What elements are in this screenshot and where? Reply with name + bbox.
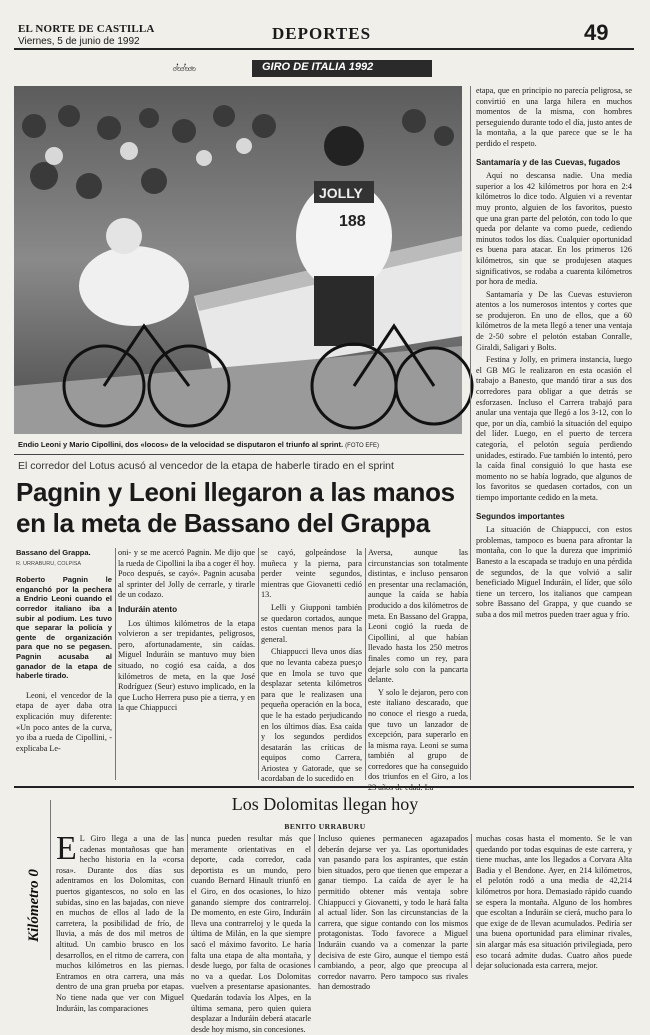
vertical-label: Kilómetro 0 (26, 869, 42, 942)
right-col-divider (470, 86, 471, 780)
right-column (476, 86, 632, 780)
jersey-text: JOLLY (319, 185, 363, 201)
article-col-1 (16, 548, 112, 780)
dolomitas-col2-text: nunca pueden resultar más que meramente orientativas en el deporte, cada corredor, cada deportista es un mundo, pero cuando Bernard Hinault triunfó en el Giro, en dos ocasiones, lo hizo ganando siempre dos contrarreloj. De momento, en este Giro, Induráin lleva una contrarreloj y le queda la última de Milán, en la que siempre sacó el máximo favorito. Le haría falta una etapa de alta montaña, y desde luego, por falta de ocasiones no va a quedar. Los Dolomitas vuelven a presentarse apasionantes. Quedarán todavía los Alpes, en la última semana, pero quien quiera desplazar a Induráin deberá atacarle desde hoy mismo, sin concesiones. (191, 834, 311, 1034)
cyclists-icon (172, 52, 254, 82)
headline-line-2: en la meta de Bassano del Grappa (16, 508, 430, 538)
article-kicker: El corredor del Lotus acusó al vencedor de la etapa de haberle tirado en el sprint (18, 460, 394, 472)
sprint-photo-illustration (14, 86, 462, 434)
kilometro-cero-label (22, 800, 44, 950)
dolomitas-col4-text: muchas cosas hasta el momento. Se le van quedando por todas esquinas de este carrera, y tiene muchas, ante los llegados a Corvara Alta Badia y el Bendone. Ayer, en 214 kilómetros, el pelotón rodó a una media de 42,214 kilómetros por hora. Demasiado rápido cuando se espera la montaña. Alguno de los hombres que escoltan a Induráin se cierá, mucho para lo que exige de de llevan acumulados. Pediría ser una buena oportunidad para eliminar rivales, sin alargar más esa situación privilegiada, pero eso tocará admite dudas. Cuatro años puede dejar solucionada esta carrera, mejor. (476, 834, 632, 971)
dolomitas-col-2 (191, 834, 311, 1034)
issue-date: Viernes, 5 de junio de 1992 (18, 36, 140, 47)
col2-subhead: Induráin atento (118, 604, 178, 614)
col1-paragraph: Leoni, el vencedor de la etapa de ayer daba otra explicación muy diferente: «Un poco antes de la curva, yo iba a rueda de Cipollini, -explicaba Le- (16, 690, 112, 753)
col-divider (187, 834, 188, 968)
dolomitas-col-4 (476, 834, 632, 971)
photo-credit: (FOTO EFE) (345, 443, 380, 449)
lede: Roberto Pagnin le enganchó por la pechera a Endrio Leoni cuando el corredor italiano iba a subir al podium. Les tuvo que separar la policía y gente de organización para que no se pegasen. Pagnin acusaba al ganador de la etapa de haberle tirado. (16, 575, 112, 681)
article-col-3 (261, 548, 362, 784)
article-col-4 (368, 548, 468, 780)
col3-paragraph-1: se cayó, golpeándose la muñeca y la pierna, para perder veinte segundos, mientras que Giovanetti cedió 13. (261, 548, 362, 600)
right-paragraph-3: Festina y Jolly, en primera instancia, luego el GB MG le realizaron en esta ocasión el trabajo a Banesto, que mandó tirar a sus dos corredores para obligar a que detrás se esforzasen. Incluso el Carrera trabajó para anular una ventaja que llegó a los 3-12, con lo que, por un día, cambió la situación del equipo del líder. Luego, en el puerto de tercera categoría, el pelotón seguía perdiendo unidades, estirado. Fue también lo intentó, pero la caída final consiguió lo que hasta ese momento no se había logrado, que algunos de los favoritos se quedasen cortados, con un tiempo importante cedido en la meta. (476, 355, 632, 502)
dolomitas-col-1 (56, 830, 184, 1013)
col-divider (258, 548, 259, 780)
right-paragraph-1: Aquí no descansa nadie. Una media superior a los 42 kilómetros por hora en 2:4 kilómetros lo dice todo. Alguien vi a reventar muy pronto, alguien de los favoritos, puesto que una gran parte del pelotón, con todo lo que queda por delante va como puede, cediendo minutos todos los días. Cualquier oportunidad es buena para atacar. En los primeros 126 kilómetros, sin que se produjesen ataques significativos, se rodaba a cuarenta kilómetros por hora de media. (476, 171, 632, 287)
right-paragraph-2: Santamaría y De las Cuevas estuvieron atentos a los numerosos intentos y cortes que se produjeron. En uno de ellos, que a 60 kilómetros de la meta llegó a tener una ventaja de 2-50 sobre el pelotón estaban Conralle, Giraldi, Saligari y Bolts. (476, 289, 632, 352)
right-subhead-2: Segundos importantes (476, 511, 565, 521)
drop-cap: E (56, 830, 77, 867)
dateline: Bassano del Grappa. (16, 548, 91, 557)
col4-paragraph-2: Y solo le dejaron, pero con este italiano descarado, que no conoce el riesgo a rueda, que tuvo un lanzador de excepción, para superarlo en la misma raya. Leoni se suma también al grupo de corredores que ha conseguido dos triunfos en el Giro, a los (368, 687, 468, 782)
caption-rule (14, 454, 464, 455)
right-paragraph-4: La situación de Chiappucci, con estos problemas, tampoco es buena para afrontar la montaña, con lo que la dureza que imprimió Banesto a la escapada se tradujo en una pérdida de segundos, de la que volvió a salir beneficiado Miguel Induráin, el líder, que sólo tiene un tercero, los italianos que campean sobre Bassano del Grappa, y que cuando se suba a dos mil metros pueden traer agua y frío. (476, 525, 632, 619)
col-divider (365, 548, 366, 780)
headline-line-1: Pagnin y Leoni llegaron a las manos (16, 477, 455, 507)
section-title: DEPORTES (272, 24, 372, 43)
col2-paragraph-2: Los últimos kilómetros de la etapa volvieron a ser trepidantes, peligrosos, pero, afortunadamente, sin caídas. Miguel Induráin se mantuvo muy bien situado, no cogió esa caída, a dos kilómetros de meta, en la que José Rodríguez (Seur) estuvo implicado, en la que Lucho Herrera puso pie a tierra, y en la que Chiappucci (118, 618, 255, 713)
right-paragraph-top: etapa, que en principio no parecía peligrosa, se convirtió en una larga hilera en muchos momentos de la misma, con hombres perseguiendo durante todo el día, justo antes de la montaña, a la que parece que se le ha perdido el respeto. (476, 86, 632, 148)
col-divider (115, 548, 116, 780)
photo-caption-text: Endio Leoni y Mario Cipollini, dos «locos» de la velocidad se disputaron el triunfo al sprint. (18, 440, 344, 449)
header-rule (14, 48, 634, 50)
dolomitas-col-3 (318, 834, 468, 992)
col3-paragraph-3: Chiappucci lleva unos días que no levanta cabeza pues¡o que en Imola se tuvo que desplazar setenta kilómetros para que le realizasen una pequeña operación en la boca, que le ha estado perjudicando en los últimos días. Esa caída y los segundos perdidos desatarán las críticas de equipos como Carrera, Ariostea y Gatorade, que se acordaban de lo sucedido en (261, 647, 362, 784)
column-title: Los Dolomitas llegan hoy (231, 794, 419, 814)
article-headline (16, 477, 466, 539)
right-subhead-1: Santamaría y de las Cuevas, fugados (476, 157, 621, 167)
dolomitas-col3-text: Incluso quienes permanecen agazapados deberán dejarse ver ya. Las oportunidades van pasando para los aspirantes, que están bien situados, pero que tienen que empezar a ganar tiempo. La caída de ayer le ha permitido obtener más ventaja sobre Chiappucci y Giovanetti, y todo le hará falta al actual líder. Son las circunstancias de la carrera, que sigue contando con los mismos protagonistas. Todo favorece a Miguel Induráin cuando va a comenzar la parte decisiva de este Giro, aunque el tiempo está cambiando, a peor, algo que preocupa al corredor navarro. Pero tampoco sus rivales han demostrado (318, 834, 468, 992)
agency: R. URRABURU, COLPISA (16, 560, 82, 567)
newspaper-name: EL NORTE DE CASTILLA (18, 23, 155, 35)
banner-label: GIRO DE ITALIA 1992 (262, 61, 374, 73)
col3-paragraph-2: Lelli y Giupponi también se quedaron cortados, aunque estos cuentan menos para la general. (261, 602, 362, 644)
section-rule (14, 786, 634, 788)
page-number: 49 (584, 20, 609, 45)
dolomitas-col1-text: L Giro llega a una de las cadenas montañosas que han hecho historia en la «corsa rosa». Durante dos días sus adentramos en los Dolomitas, con puertos gigantescos, no solo en las subidas, sino en las bajadas, con nieve en muchos de ellos al lado de la carretera, la posibilidad de frío, de lluvia, a más de dos mil metros de altitud. Un cambio brusco en los desarrollos, en el ritmo de carrera, con muchos kilómetros en las piernas. Entramos en otra carrera, una más dentro de una gran prueba por etapas. No tiene nada que ver con Miguel Induráin, las comparaciones (56, 834, 184, 1013)
article-col-2 (118, 548, 255, 780)
jersey-number: 188 (339, 213, 366, 230)
col2-paragraph-1: oni- y se me acercó Pagnin. Me dijo que la rueda de Cipollini la iba a coger él hoy. Poco después, se cayó». Pagnin acusaba al sprinter del Jolly de cerrarle, y tirarle de un codazo. (118, 548, 255, 600)
column-byline: BENITO URRABURU (284, 822, 366, 831)
photo-caption (18, 440, 458, 449)
sprint-photo (14, 86, 462, 434)
col-divider (314, 834, 315, 968)
col4-paragraph-1: Aversa, aunque las circunstancias son totalmente distintas, e incluso pensaron en presentar una reclamación, aunque la caída se había producido a dos kilómetros de meta. En Bassano del Grappa, Leoni cogió la rueda de Cipollini, al que habían llevado hasta los 250 metros finales como un rey, para dejarle solo con la pancarta delante. (368, 548, 468, 685)
col-divider (50, 800, 51, 960)
col-divider (471, 834, 472, 968)
